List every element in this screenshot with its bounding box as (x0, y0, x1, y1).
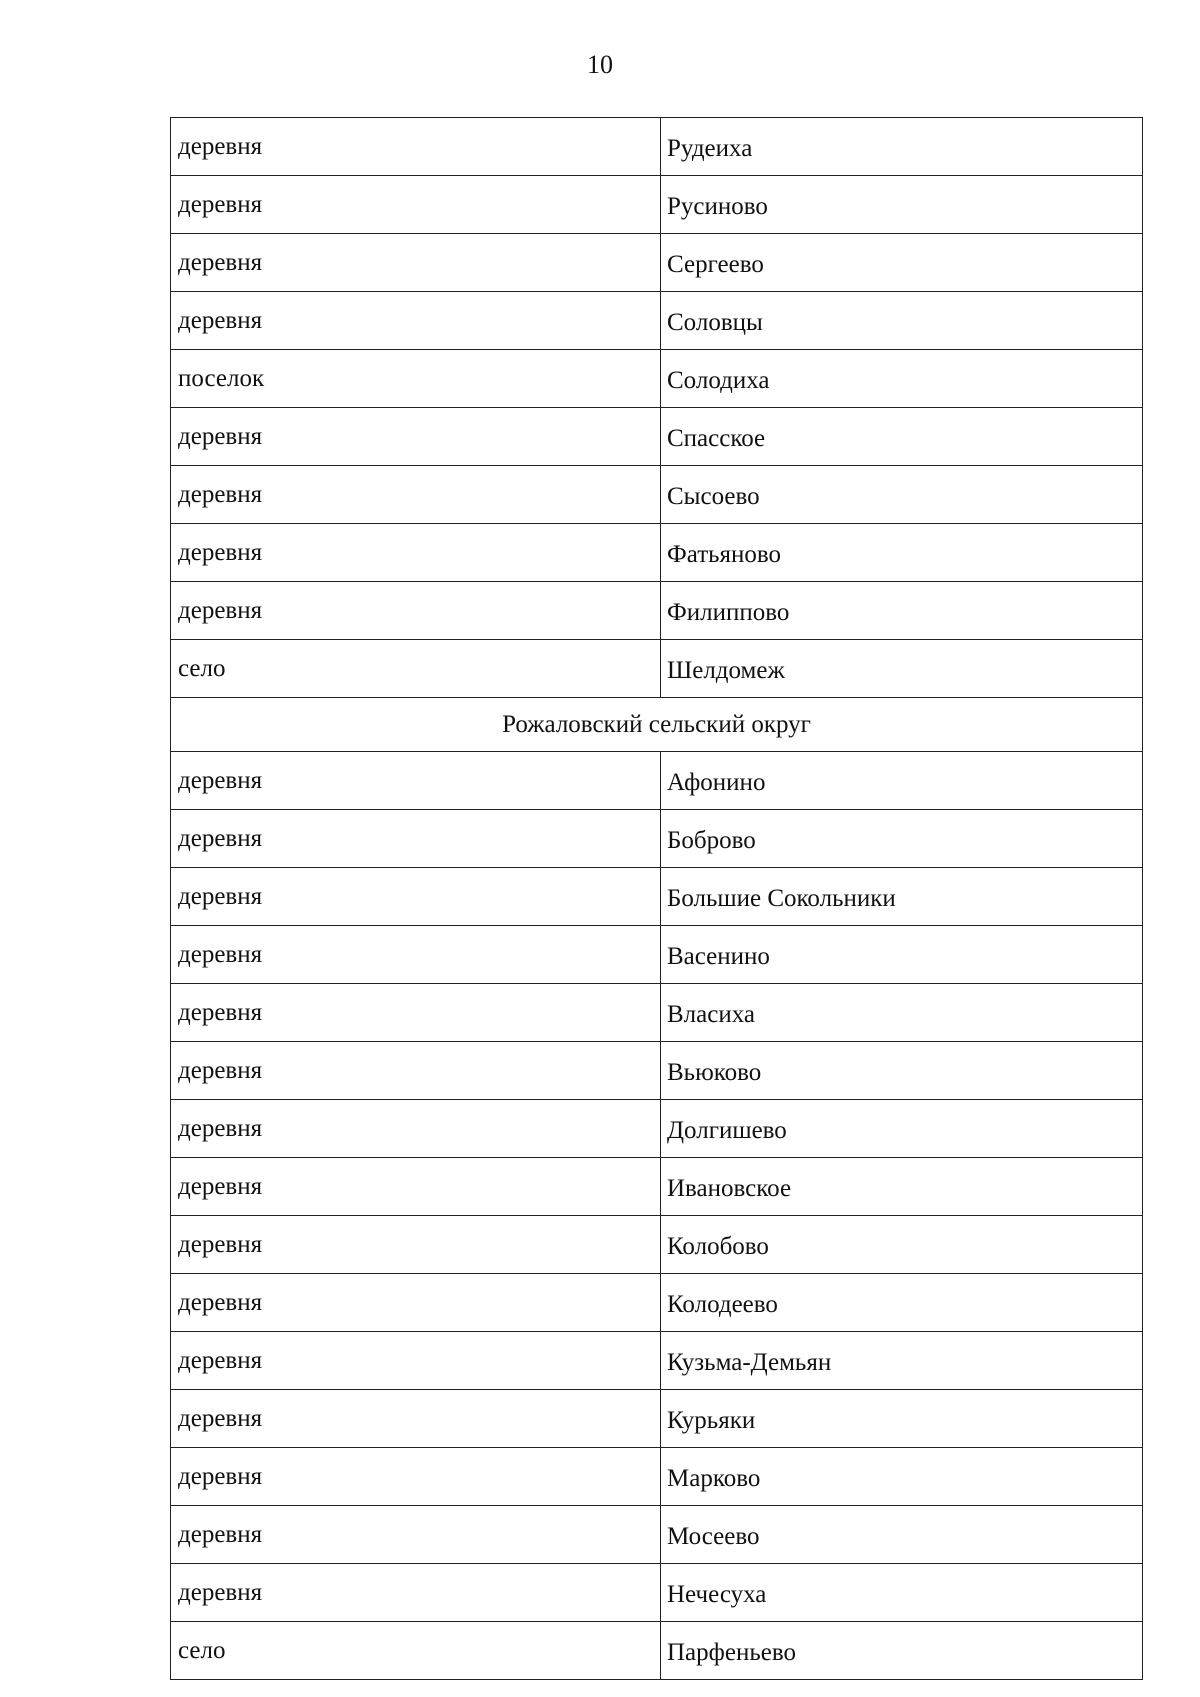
settlement-name-cell: Боброво (661, 810, 1143, 868)
settlement-name-cell: Колобово (661, 1216, 1143, 1274)
settlements-table (170, 117, 1143, 1680)
settlement-type-cell: деревня (171, 1390, 661, 1448)
settlement-type-cell: деревня (171, 810, 661, 868)
settlements-table-body (171, 118, 1143, 1680)
section-heading: Рожаловский сельский округ (171, 698, 1143, 752)
settlement-name-cell: Сысоево (661, 466, 1143, 524)
table-row (171, 1390, 1143, 1448)
settlement-type-cell: деревня (171, 524, 661, 582)
table-row (171, 1332, 1143, 1390)
settlement-type-cell: деревня (171, 408, 661, 466)
settlement-name-cell: Шелдомеж (661, 640, 1143, 698)
settlement-name-cell: Мосеево (661, 1506, 1143, 1564)
table-row (171, 1274, 1143, 1332)
settlement-type-cell: деревня (171, 118, 661, 176)
section-heading-row (171, 698, 1143, 752)
settlement-type-cell: деревня (171, 1506, 661, 1564)
table-row (171, 1506, 1143, 1564)
settlement-name-cell: Колодеево (661, 1274, 1143, 1332)
settlement-type-cell: деревня (171, 1216, 661, 1274)
settlement-type-cell: деревня (171, 752, 661, 810)
settlement-name-cell: Кузьма-Демьян (661, 1332, 1143, 1390)
table-row (171, 1100, 1143, 1158)
settlement-name-cell: Марково (661, 1448, 1143, 1506)
table-row (171, 524, 1143, 582)
table-row (171, 1042, 1143, 1100)
table-row (171, 1216, 1143, 1274)
settlement-type-cell: деревня (171, 1100, 661, 1158)
settlement-name-cell: Афонино (661, 752, 1143, 810)
settlement-type-cell: деревня (171, 234, 661, 292)
settlement-name-cell: Долгишево (661, 1100, 1143, 1158)
settlement-type-cell: деревня (171, 292, 661, 350)
settlement-name-cell: Большие Сокольники (661, 868, 1143, 926)
settlement-type-cell: деревня (171, 1042, 661, 1100)
table-row (171, 810, 1143, 868)
settlement-name-cell: Фатьяново (661, 524, 1143, 582)
table-row (171, 640, 1143, 698)
settlement-type-cell: деревня (171, 1564, 661, 1622)
settlement-name-cell: Курьяки (661, 1390, 1143, 1448)
settlement-type-cell: деревня (171, 1158, 661, 1216)
settlement-type-cell: село (171, 640, 661, 698)
table-row (171, 1448, 1143, 1506)
table-row (171, 582, 1143, 640)
table-row (171, 118, 1143, 176)
settlement-type-cell: деревня (171, 466, 661, 524)
table-row (171, 1564, 1143, 1622)
table-row (171, 984, 1143, 1042)
settlement-type-cell: деревня (171, 1332, 661, 1390)
settlement-type-cell: деревня (171, 176, 661, 234)
table-row (171, 176, 1143, 234)
settlement-name-cell: Солодиха (661, 350, 1143, 408)
settlement-type-cell: деревня (171, 1448, 661, 1506)
settlement-name-cell: Соловцы (661, 292, 1143, 350)
settlement-type-cell: поселок (171, 350, 661, 408)
settlement-name-cell: Вьюково (661, 1042, 1143, 1100)
settlement-name-cell: Филиппово (661, 582, 1143, 640)
table-row (171, 752, 1143, 810)
table-row (171, 926, 1143, 984)
settlement-type-cell: деревня (171, 582, 661, 640)
settlement-name-cell: Рудеиха (661, 118, 1143, 176)
settlement-name-cell: Ивановское (661, 1158, 1143, 1216)
table-row (171, 350, 1143, 408)
settlement-name-cell: Русиново (661, 176, 1143, 234)
page-number: 10 (587, 50, 613, 79)
settlement-name-cell: Сергеево (661, 234, 1143, 292)
settlement-name-cell: Нечесуха (661, 1564, 1143, 1622)
table-row (171, 408, 1143, 466)
settlement-type-cell: деревня (171, 926, 661, 984)
settlement-type-cell: деревня (171, 1274, 661, 1332)
settlement-name-cell: Парфеньево (661, 1622, 1143, 1680)
settlement-name-cell: Васенино (661, 926, 1143, 984)
table-row (171, 868, 1143, 926)
table-row (171, 292, 1143, 350)
settlement-type-cell: деревня (171, 984, 661, 1042)
table-row (171, 1622, 1143, 1680)
settlement-type-cell: деревня (171, 868, 661, 926)
table-row (171, 466, 1143, 524)
settlement-type-cell: село (171, 1622, 661, 1680)
settlement-name-cell: Спасское (661, 408, 1143, 466)
settlement-name-cell: Власиха (661, 984, 1143, 1042)
table-row (171, 234, 1143, 292)
table-row (171, 1158, 1143, 1216)
